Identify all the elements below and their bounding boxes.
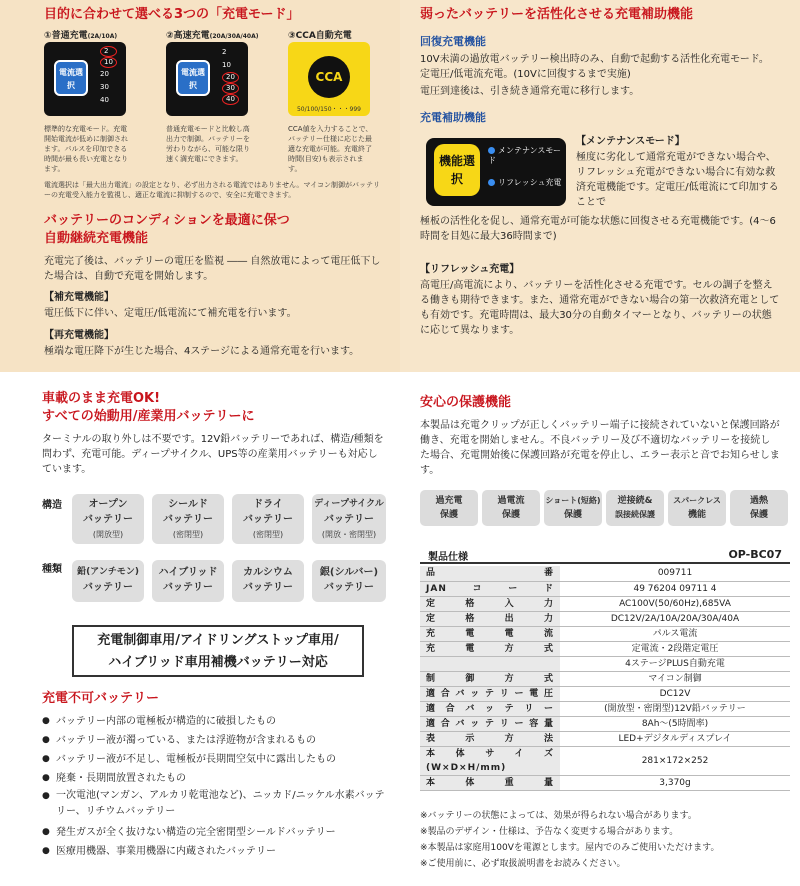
hybrid-battery-tag: ハイブリッド バッテリー	[152, 560, 224, 602]
recovery-desc-2: 電圧到達後は、引き続き通常充電に移行します。	[420, 86, 640, 97]
mode1-desc: 標準的な充電モード。充電開始電流が低めに制御されます。パルスを印加できる時間が最も長い充電となります。	[44, 125, 128, 173]
table-row	[420, 701, 790, 716]
sealed-battery-tag: シールド バッテリー (密閉型)	[152, 494, 224, 544]
supplement-charge-heading: 【補充電機能】	[44, 292, 114, 303]
list-item: ● バッテリー内部の電極板が構造的に破損したもの	[42, 712, 386, 731]
refresh-option: リフレッシュ充電	[488, 178, 561, 188]
mode3-panel	[288, 42, 370, 116]
spec-value: LED+デジタルディスプレイ	[560, 731, 790, 746]
mode1-heading: ①普通充電(2A/10A)	[44, 31, 118, 41]
silver-battery-tag: 銀(シルバー) バッテリー	[312, 560, 386, 602]
onboard-desc: ターミナルの取り外しは不要です。12V鉛バッテリーであれば、構造/種類を問わず、充電可能。ディープサイクル、UPS等の産業用バッテリーも対応しています。	[42, 434, 384, 475]
mode3-desc: CCA値を入力することで、バッテリー仕様に応じた最適な充電が可能。充電終了時間(目安)も表示されます。	[288, 125, 373, 173]
mode2-heading: ②高速充電(20A/30A/40A)	[166, 31, 259, 41]
deep-cycle-battery-tag: ディープサイクル バッテリー (開放・密閉型)	[312, 494, 386, 544]
spec-key: 適合バッテリー	[420, 701, 560, 716]
spec-key	[420, 656, 560, 671]
maintain-desc: 充電完了後は、バッテリーの電圧を監視 ―― 自然放電によって電圧低下した場合は、自動で充電を開始します。	[44, 256, 381, 282]
list-item: ● バッテリー液が不足し、電極板が長期間空気中に露出したもの	[42, 750, 386, 769]
mode2-desc: 普通充電モードと比較し高出力で制御。バッテリーを労わりながら、可能な限り速く満充電にできます。	[166, 125, 250, 163]
table-row	[420, 775, 790, 790]
table-row	[420, 731, 790, 746]
calcium-battery-tag: カルシウム バッテリー	[232, 560, 304, 602]
maintain-title-2: 自動継続充電機能	[44, 231, 149, 246]
note-line: ※製品のデザイン・仕様は、予告なく変更する場合があります。	[420, 827, 679, 837]
spec-value: 定電流・2段階定電圧	[560, 641, 790, 656]
cca-scale: 50/100/150・・・999	[296, 106, 362, 113]
short-protect-badge: ショート(短絡) 保護	[544, 490, 602, 526]
spec-value: (開放型・密閉型)12V鉛バッテリー	[560, 701, 790, 716]
cca-badge: CCA	[308, 56, 350, 98]
charge-mode-section	[0, 0, 400, 372]
table-row	[420, 641, 790, 656]
protection-desc: 本製品は充電クリップが正しくバッテリー端子に接続されていないと保護回路が働き、充電を開始しません。不良バッテリー及び不適切なバッテリーを接続した場合、充電開始後に保護回路が充電を停止し、エラー表示と音でお知らせします。	[420, 420, 780, 476]
spec-key: 適合バッテリー容量	[420, 716, 560, 731]
spec-value: DC12V/2A/10A/20A/30A/40A	[560, 611, 790, 626]
spec-key: JANコード	[420, 581, 560, 596]
table-row	[420, 626, 790, 641]
table-row	[420, 746, 790, 775]
structure-label: 構造	[42, 500, 62, 511]
note-line: ※ご使用前に、必ず取扱説明書をお読みください。	[420, 859, 626, 869]
maintenance-desc: 極度に劣化して通常充電ができない場合や、リフレッシュ充電ができない場合に有効な救済充電機能です。定電圧/低電流にて印加することで	[576, 152, 779, 208]
onboard-title-1: 車載のまま充電OK!	[42, 391, 161, 406]
protection-title: 安心の保護機能	[420, 395, 512, 410]
model-number: OP-BC07	[728, 548, 782, 561]
table-row	[420, 656, 790, 671]
mode2-current-list: 2 10 20 30 40	[222, 46, 239, 105]
mode3-heading: ③CCA自動充電	[288, 31, 352, 41]
spec-value: 49 76204 09711 4	[560, 581, 790, 596]
spec-key: 充電方式	[420, 641, 560, 656]
spec-key: 本体サイズ(W×D×H/mm)	[420, 746, 560, 775]
mode2-panel	[166, 42, 248, 116]
overcurrent-protect-badge: 過電流 保護	[482, 490, 540, 526]
spec-key: 制御方式	[420, 671, 560, 686]
mode1-panel	[44, 42, 126, 116]
recovery-desc: 10V未満の過放電バッテリー検出時のみ、自動で起動する活性化充電モード。定電圧/低電流充電。(10Vに回復するまで実施)	[420, 54, 769, 80]
list-item: ● 廃棄・長期間放置されたもの	[42, 769, 386, 788]
spec-value: 3,370g	[560, 775, 790, 790]
spec-header	[420, 546, 790, 564]
note-line: ※バッテリーの状態によっては、効果が得られない場合があります。	[420, 811, 697, 821]
mode1-current-list: 2 10 20 30 40	[100, 46, 117, 107]
spec-value: AC100V(50/60Hz),685VA	[560, 596, 790, 611]
maintain-title-1: バッテリーのコンディションを最適に保つ	[44, 213, 290, 228]
spec-notes	[420, 808, 790, 872]
spec-value: 009711	[560, 566, 790, 581]
maintenance-heading: 【メンテナンスモード】	[576, 136, 685, 147]
assist-title: 弱ったバッテリーを活性化させる充電補助機能	[420, 7, 694, 22]
spec-key: 充電電流	[420, 626, 560, 641]
overheat-protect-badge: 過熱 保護	[730, 490, 788, 526]
assist-heading: 充電補助機能	[420, 111, 486, 124]
refresh-heading: 【リフレッシュ充電】	[420, 264, 520, 275]
spec-key: 表示方法	[420, 731, 560, 746]
spec-value: 281×172×252	[560, 746, 790, 775]
charge-mode-title: 目的に合わせて選べる3つの「充電モード」	[44, 7, 300, 22]
overcharge-protect-badge: 過充電 保護	[420, 490, 478, 526]
led-icon	[488, 147, 495, 154]
spec-value: DC12V	[560, 686, 790, 701]
reverse-connect-protect-badge: 逆接続& 誤接続保護	[606, 490, 664, 526]
table-row	[420, 566, 790, 581]
maintenance-desc-2: 極板の活性化を促し、通常充電が可能な状態に回復させる充電機能です。(4～6時間を目処に最大36時間まで)	[420, 216, 776, 242]
spec-value: 4ステージPLUS自動充電	[560, 656, 790, 671]
not-chargeable-title: 充電不可バッテリー	[42, 691, 160, 706]
spec-key: 定格出力	[420, 611, 560, 626]
spec-key: 品番	[420, 566, 560, 581]
table-row	[420, 596, 790, 611]
list-item: ● 一次電池(マンガン、アルカリ乾電池など)、ニッカド/ニッケル水素バッテリー、リチウムバッテリー	[42, 788, 386, 823]
spec-value: 8Ah～(5時間率)	[560, 716, 790, 731]
recovery-heading: 回復充電機能	[420, 35, 486, 48]
spec-value: パルス電流	[560, 626, 790, 641]
current-select-button: 電流選択	[54, 60, 88, 96]
table-row	[420, 581, 790, 596]
table-row	[420, 611, 790, 626]
sparkless-badge: スパークレス 機能	[668, 490, 726, 526]
maintenance-mode-option: メンテナンスモード	[488, 146, 562, 165]
spec-key: 本体重量	[420, 775, 560, 790]
table-row	[420, 716, 790, 731]
type-label: 種類	[42, 564, 62, 575]
supplement-charge-desc: 電圧低下に伴い、定電圧/低電流にて補充電を行います。	[44, 308, 297, 319]
function-select-panel	[426, 138, 566, 206]
recharge-desc: 極端な電圧降下が生じた場合、4ステージによる通常充電を行います。	[44, 346, 360, 357]
spec-title: 製品仕様	[428, 552, 468, 563]
list-item: ● 医療用機器、事業用機器に内蔵されたバッテリー	[42, 842, 386, 861]
table-row	[420, 686, 790, 701]
refresh-desc: 高電圧/高電流により、バッテリーを活性化させる充電です。セルの調子を整える働きも期待できます。また、通常充電ができない場合の第一次救済充電としても有効です。充電時間は、最大30分の自動タイマーとなり、バッテリーの状態に応じて異なります。	[420, 280, 780, 336]
recharge-heading: 【再充電機能】	[44, 330, 114, 341]
led-icon	[488, 179, 495, 186]
open-battery-tag: オープン バッテリー (開放型)	[72, 494, 144, 544]
spec-table	[420, 566, 790, 791]
support-banner: 充電制御車用/アイドリングストップ車用/ ハイブリッド車用補機バッテリー対応	[72, 625, 364, 677]
dry-battery-tag: ドライ バッテリー (密閉型)	[232, 494, 304, 544]
spec-value: マイコン制御	[560, 671, 790, 686]
list-item: ● バッテリー液が濁っている、または浮遊物が含まれるもの	[42, 731, 386, 750]
note-line: ※本製品は家庭用100Vを電源とします。屋内でのみご使用いただけます。	[420, 843, 720, 853]
spec-key: 適合バッテリー電圧	[420, 686, 560, 701]
list-item: ● 発生ガスが全く抜けない構造の完全密閉型シールドバッテリー	[42, 823, 386, 842]
lead-battery-tag: 鉛(アンチモン) バッテリー	[72, 560, 144, 602]
function-select-button: 機能選択	[434, 144, 480, 196]
spec-key: 定格入力	[420, 596, 560, 611]
not-chargeable-list	[42, 712, 386, 861]
onboard-title-2: すべての始動用/産業用バッテリーに	[42, 409, 255, 424]
current-note: 電流選択は「最大出力電流」の設定となり、必ず出力される電流ではありません。マイコン制御がバッテリーの充電受入能力を監視し、適正な電流に抑制するので、安全に充電できます。	[44, 181, 380, 199]
table-row	[420, 671, 790, 686]
current-select-button: 電流選択	[176, 60, 210, 96]
